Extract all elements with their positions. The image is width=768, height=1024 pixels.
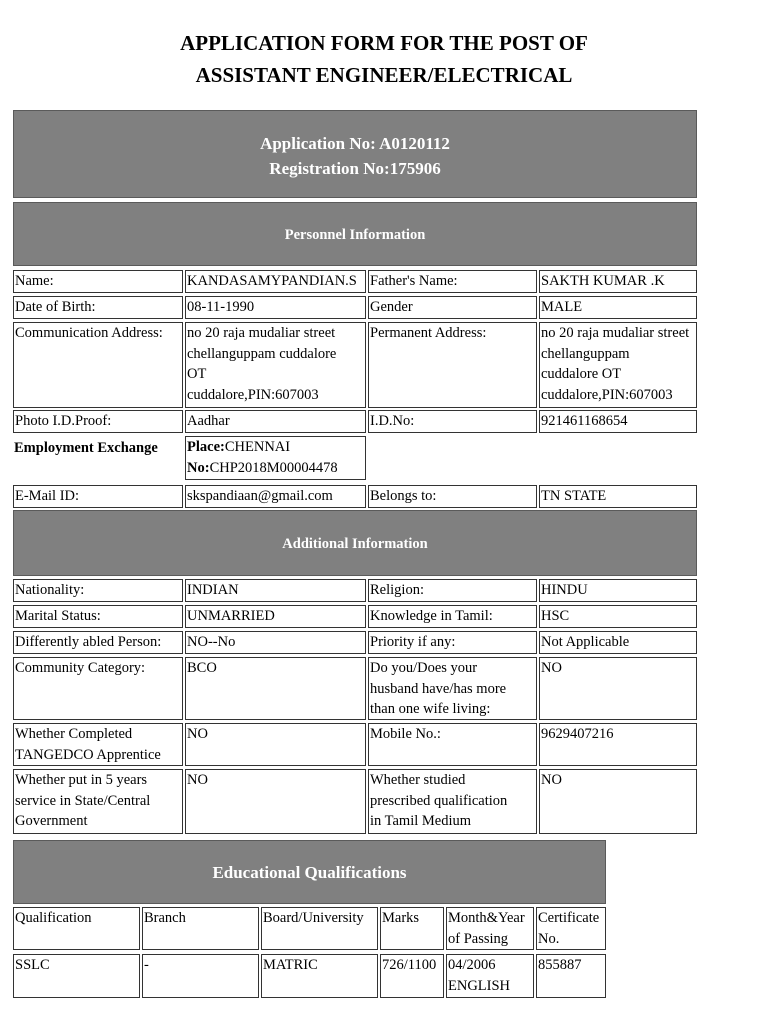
edu-row-certificate: 855887 bbox=[536, 954, 606, 998]
title-line-2: ASSISTANT ENGINEER/ELECTRICAL bbox=[195, 63, 573, 87]
edu-row-branch: - bbox=[142, 954, 259, 998]
edu-header-qualification: Qualification bbox=[13, 907, 140, 950]
dob-value: 08-11-1990 bbox=[185, 296, 366, 319]
edu-header-marks: Marks bbox=[380, 907, 444, 950]
edu-header-branch: Branch bbox=[142, 907, 259, 950]
apprentice-label: Whether Completed TANGEDCO Apprentice bbox=[13, 723, 183, 766]
employment-exchange-label: Employment Exchange bbox=[14, 440, 158, 456]
edu-header-certificate: Certificate No. bbox=[536, 907, 606, 950]
id-number-value: 921461168654 bbox=[539, 410, 697, 433]
application-header-band bbox=[13, 110, 697, 198]
father-name-value: SAKTH KUMAR .K bbox=[539, 270, 697, 293]
belongs-to-value: TN STATE bbox=[539, 485, 697, 508]
priority-value: Not Applicable bbox=[539, 631, 697, 654]
email-value: skspandiaan@gmail.com bbox=[185, 485, 366, 508]
email-label: E-Mail ID: bbox=[13, 485, 183, 508]
name-value: KANDASAMYPANDIAN.S bbox=[185, 270, 366, 293]
service-label: Whether put in 5 years service in State/Central Government bbox=[13, 769, 183, 834]
name-label: Name: bbox=[13, 270, 183, 293]
gender-label: Gender bbox=[368, 296, 537, 319]
employment-exchange-value: Place:CHENNAI No:CHP2018M00004478 bbox=[185, 436, 366, 480]
wife-living-label: Do you/Does your husband have/has more than one wife living: bbox=[368, 657, 537, 720]
mobile-label: Mobile No.: bbox=[368, 723, 537, 766]
marital-status-value: UNMARRIED bbox=[185, 605, 366, 628]
service-value: NO bbox=[185, 769, 366, 834]
edu-row-qualification: SSLC bbox=[13, 954, 140, 998]
religion-value: HINDU bbox=[539, 579, 697, 602]
tamil-medium-value: NO bbox=[539, 769, 697, 834]
communication-address-value: no 20 raja mudaliar street chellanguppam cuddalore OT cuddalore,PIN:607003 bbox=[185, 322, 366, 408]
communication-address-label: Communication Address: bbox=[13, 322, 183, 408]
priority-label: Priority if any: bbox=[368, 631, 537, 654]
registration-number: Registration No:175906 bbox=[269, 159, 441, 178]
father-name-label: Father's Name: bbox=[368, 270, 537, 293]
section-title: Additional Information bbox=[282, 536, 428, 552]
gender-value: MALE bbox=[539, 296, 697, 319]
permanent-address-value: no 20 raja mudaliar street chellanguppam cuddalore OT cuddalore,PIN:607003 bbox=[539, 322, 697, 408]
edu-row-board: MATRIC bbox=[261, 954, 378, 998]
community-category-label: Community Category: bbox=[13, 657, 183, 720]
edu-row-marks: 726/1100 bbox=[380, 954, 444, 998]
belongs-to-label: Belongs to: bbox=[368, 485, 537, 508]
permanent-address-label: Permanent Address: bbox=[368, 322, 537, 408]
section-title: Educational Qualifications bbox=[212, 863, 407, 882]
edu-header-board: Board/University bbox=[261, 907, 378, 950]
section-educational-qualifications bbox=[13, 840, 606, 904]
differently-abled-value: NO--No bbox=[185, 631, 366, 654]
dob-label: Date of Birth: bbox=[13, 296, 183, 319]
differently-abled-label: Differently abled Person: bbox=[13, 631, 183, 654]
edu-row-month-year: 04/2006 ENGLISH bbox=[446, 954, 534, 998]
photo-id-value: Aadhar bbox=[185, 410, 366, 433]
tamil-knowledge-label: Knowledge in Tamil: bbox=[368, 605, 537, 628]
nationality-value: INDIAN bbox=[185, 579, 366, 602]
title-line-1: APPLICATION FORM FOR THE POST OF bbox=[180, 31, 588, 55]
section-personnel-information bbox=[13, 202, 697, 266]
apprentice-value: NO bbox=[185, 723, 366, 766]
tamil-medium-label: Whether studied prescribed qualification in Tamil Medium bbox=[368, 769, 537, 834]
photo-id-label: Photo I.D.Proof: bbox=[13, 410, 183, 433]
marital-status-label: Marital Status: bbox=[13, 605, 183, 628]
wife-living-value: NO bbox=[539, 657, 697, 720]
application-number: Application No: A0120112 bbox=[260, 134, 450, 153]
nationality-label: Nationality: bbox=[13, 579, 183, 602]
tamil-knowledge-value: HSC bbox=[539, 605, 697, 628]
id-number-label: I.D.No: bbox=[368, 410, 537, 433]
edu-header-month-year: Month&Year of Passing bbox=[446, 907, 534, 950]
section-title: Personnel Information bbox=[284, 227, 426, 243]
section-additional-information bbox=[13, 510, 697, 576]
page-title bbox=[0, 27, 768, 91]
mobile-value: 9629407216 bbox=[539, 723, 697, 766]
community-category-value: BCO bbox=[185, 657, 366, 720]
religion-label: Religion: bbox=[368, 579, 537, 602]
